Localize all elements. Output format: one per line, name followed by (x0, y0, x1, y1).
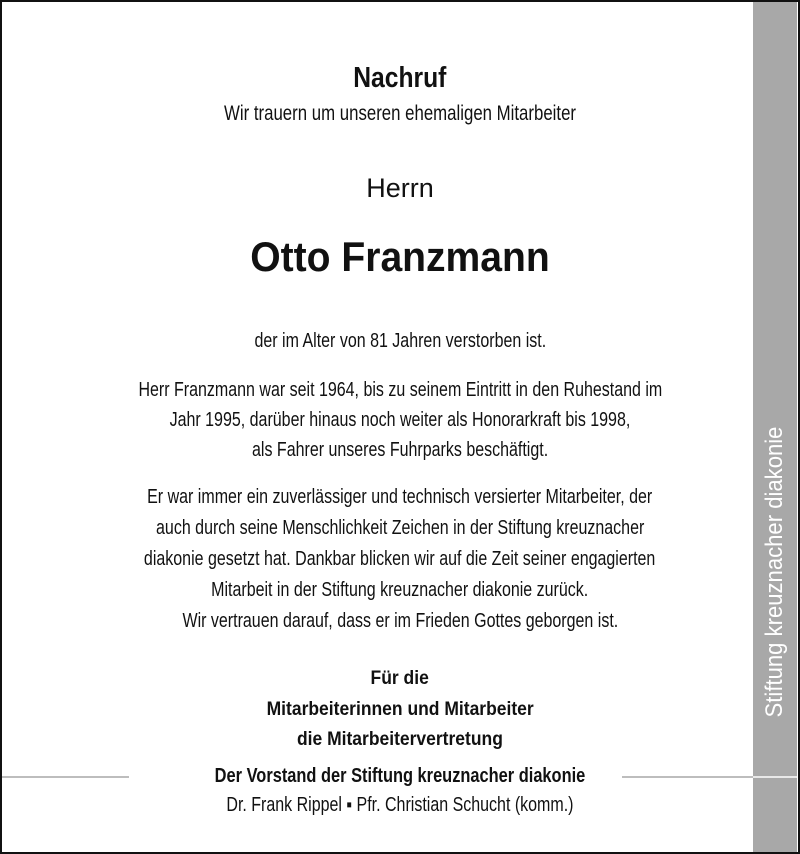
text-line: als Fahrer unseres Fuhrparks beschäftigt. (251, 439, 549, 461)
text-line: diakonie gesetzt hat. Dankbar blicken wir auf die Zeit seiner engagierten (144, 548, 656, 570)
salutation-text: Herrn (366, 173, 434, 203)
notice-subtitle-text: Wir trauern um unseren ehemaligen Mitarbeiter (223, 102, 577, 125)
text-line: Wir vertrauen darauf, dass er im Frieden Gottes geborgen ist. (182, 610, 618, 632)
text-line: Für die (370, 668, 430, 689)
signature-line-2 (0, 699, 800, 721)
signature-line-1 (0, 668, 800, 690)
deceased-name (0, 233, 800, 281)
salutation (0, 173, 800, 204)
deceased-name-text: Otto Franzmann (250, 233, 550, 280)
text-line: Herr Franzmann war seit 1964, bis zu seinem Eintritt in den Ruhestand im (138, 379, 662, 401)
paragraph-3-line-2 (0, 517, 800, 540)
paragraph-1-line-1 (0, 330, 800, 353)
paragraph-3-line-1 (0, 486, 800, 509)
text-line: Mitarbeiterinnen und Mitarbeiter (266, 699, 534, 720)
notice-subtitle (0, 102, 800, 126)
text-line: Mitarbeit in der Stiftung kreuznacher diakonie zurück. (211, 579, 589, 601)
board-signature (0, 765, 800, 788)
text-line: Jahr 1995, darüber hinaus noch weiter als Honorarkraft bis 1998, (169, 409, 631, 431)
paragraph-2-line-3 (0, 439, 800, 462)
paragraph-3-line-4 (0, 579, 800, 602)
text-line: auch durch seine Menschlichkeit Zeichen in der Stiftung kreuznacher (155, 517, 645, 539)
board-members (0, 794, 800, 817)
text-line: der im Alter von 81 Jahren verstorben ist. (254, 330, 546, 352)
notice-title (0, 62, 800, 95)
paragraph-3-line-3 (0, 548, 800, 571)
signature-line-3 (0, 729, 800, 751)
text-line: Er war immer ein zuverlässiger und technisch versierter Mitarbeiter, der (147, 486, 653, 508)
notice-title-text: Nachruf (353, 62, 447, 94)
paragraph-2-line-1 (0, 379, 800, 402)
paragraph-3-line-5 (0, 610, 800, 633)
paragraph-2-line-2 (0, 409, 800, 432)
organization-name: Stiftung kreuznacher diakonie (761, 426, 788, 718)
board-members-text: Dr. Frank Rippel ▪ Pfr. Christian Schucht (komm.) (226, 794, 574, 816)
text-line: die Mitarbeitervertretung (297, 729, 503, 750)
board-text: Der Vorstand der Stiftung kreuznacher diakonie (214, 765, 586, 787)
